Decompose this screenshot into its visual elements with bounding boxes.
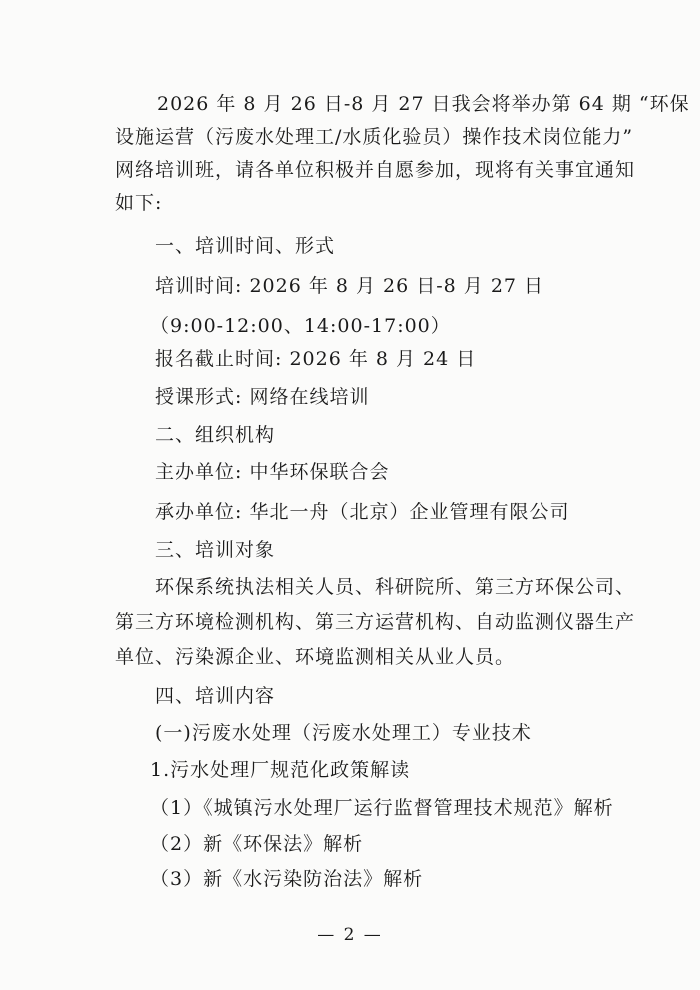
content-point-2: （2）新《环保法》解析 xyxy=(150,833,364,855)
page-number: — 2 — xyxy=(317,925,383,945)
content-point-3: （3）新《水污染防治法》解析 xyxy=(150,868,424,890)
training-hours: （9:00-12:00、14:00-17:00） xyxy=(150,315,451,337)
teaching-mode: 授课形式: 网络在线培训 xyxy=(155,386,370,408)
content-point-1: （1）《城镇污水处理厂运行监督管理技术规范》解析 xyxy=(150,797,614,819)
registration-deadline: 报名截止时间: 2026 年 8 月 24 日 xyxy=(155,348,477,370)
section4-heading: 四、培训内容 xyxy=(155,685,276,707)
section2-heading: 二、组织机构 xyxy=(155,424,276,446)
content-subsection-1: (一)污废水处理（污废水处理工）专业技术 xyxy=(155,722,532,744)
content-item-1: 1.污水处理厂规范化政策解读 xyxy=(150,759,411,781)
audience-line-1: 环保系统执法相关人员、科研院所、第三方环保公司、 xyxy=(155,576,636,598)
audience-line-3: 单位、污染源企业、环境监测相关从业人员。 xyxy=(115,646,516,668)
host-unit: 主办单位: 中华环保联合会 xyxy=(155,461,390,483)
section3-heading: 三、培训对象 xyxy=(155,539,276,561)
training-time: 培训时间: 2026 年 8 月 26 日-8 月 27 日 xyxy=(155,275,545,297)
intro-line-1: 2026 年 8 月 26 日-8 月 27 日我会将举办第 64 期 “环保 xyxy=(157,93,690,115)
intro-line-3: 网络培训班，请各单位积极并自愿参加，现将有关事宜通知 xyxy=(115,159,636,181)
audience-line-2: 第三方环境检测机构、第三方运营机构、自动监测仪器生产 xyxy=(115,611,636,633)
intro-line-2: 设施运营（污废水处理工/水质化验员）操作技术岗位能力” xyxy=(115,126,634,148)
organizer-unit: 承办单位: 华北一舟（北京）企业管理有限公司 xyxy=(155,501,570,523)
section1-heading: 一、培训时间、形式 xyxy=(155,235,336,257)
intro-line-4: 如下: xyxy=(115,192,163,214)
